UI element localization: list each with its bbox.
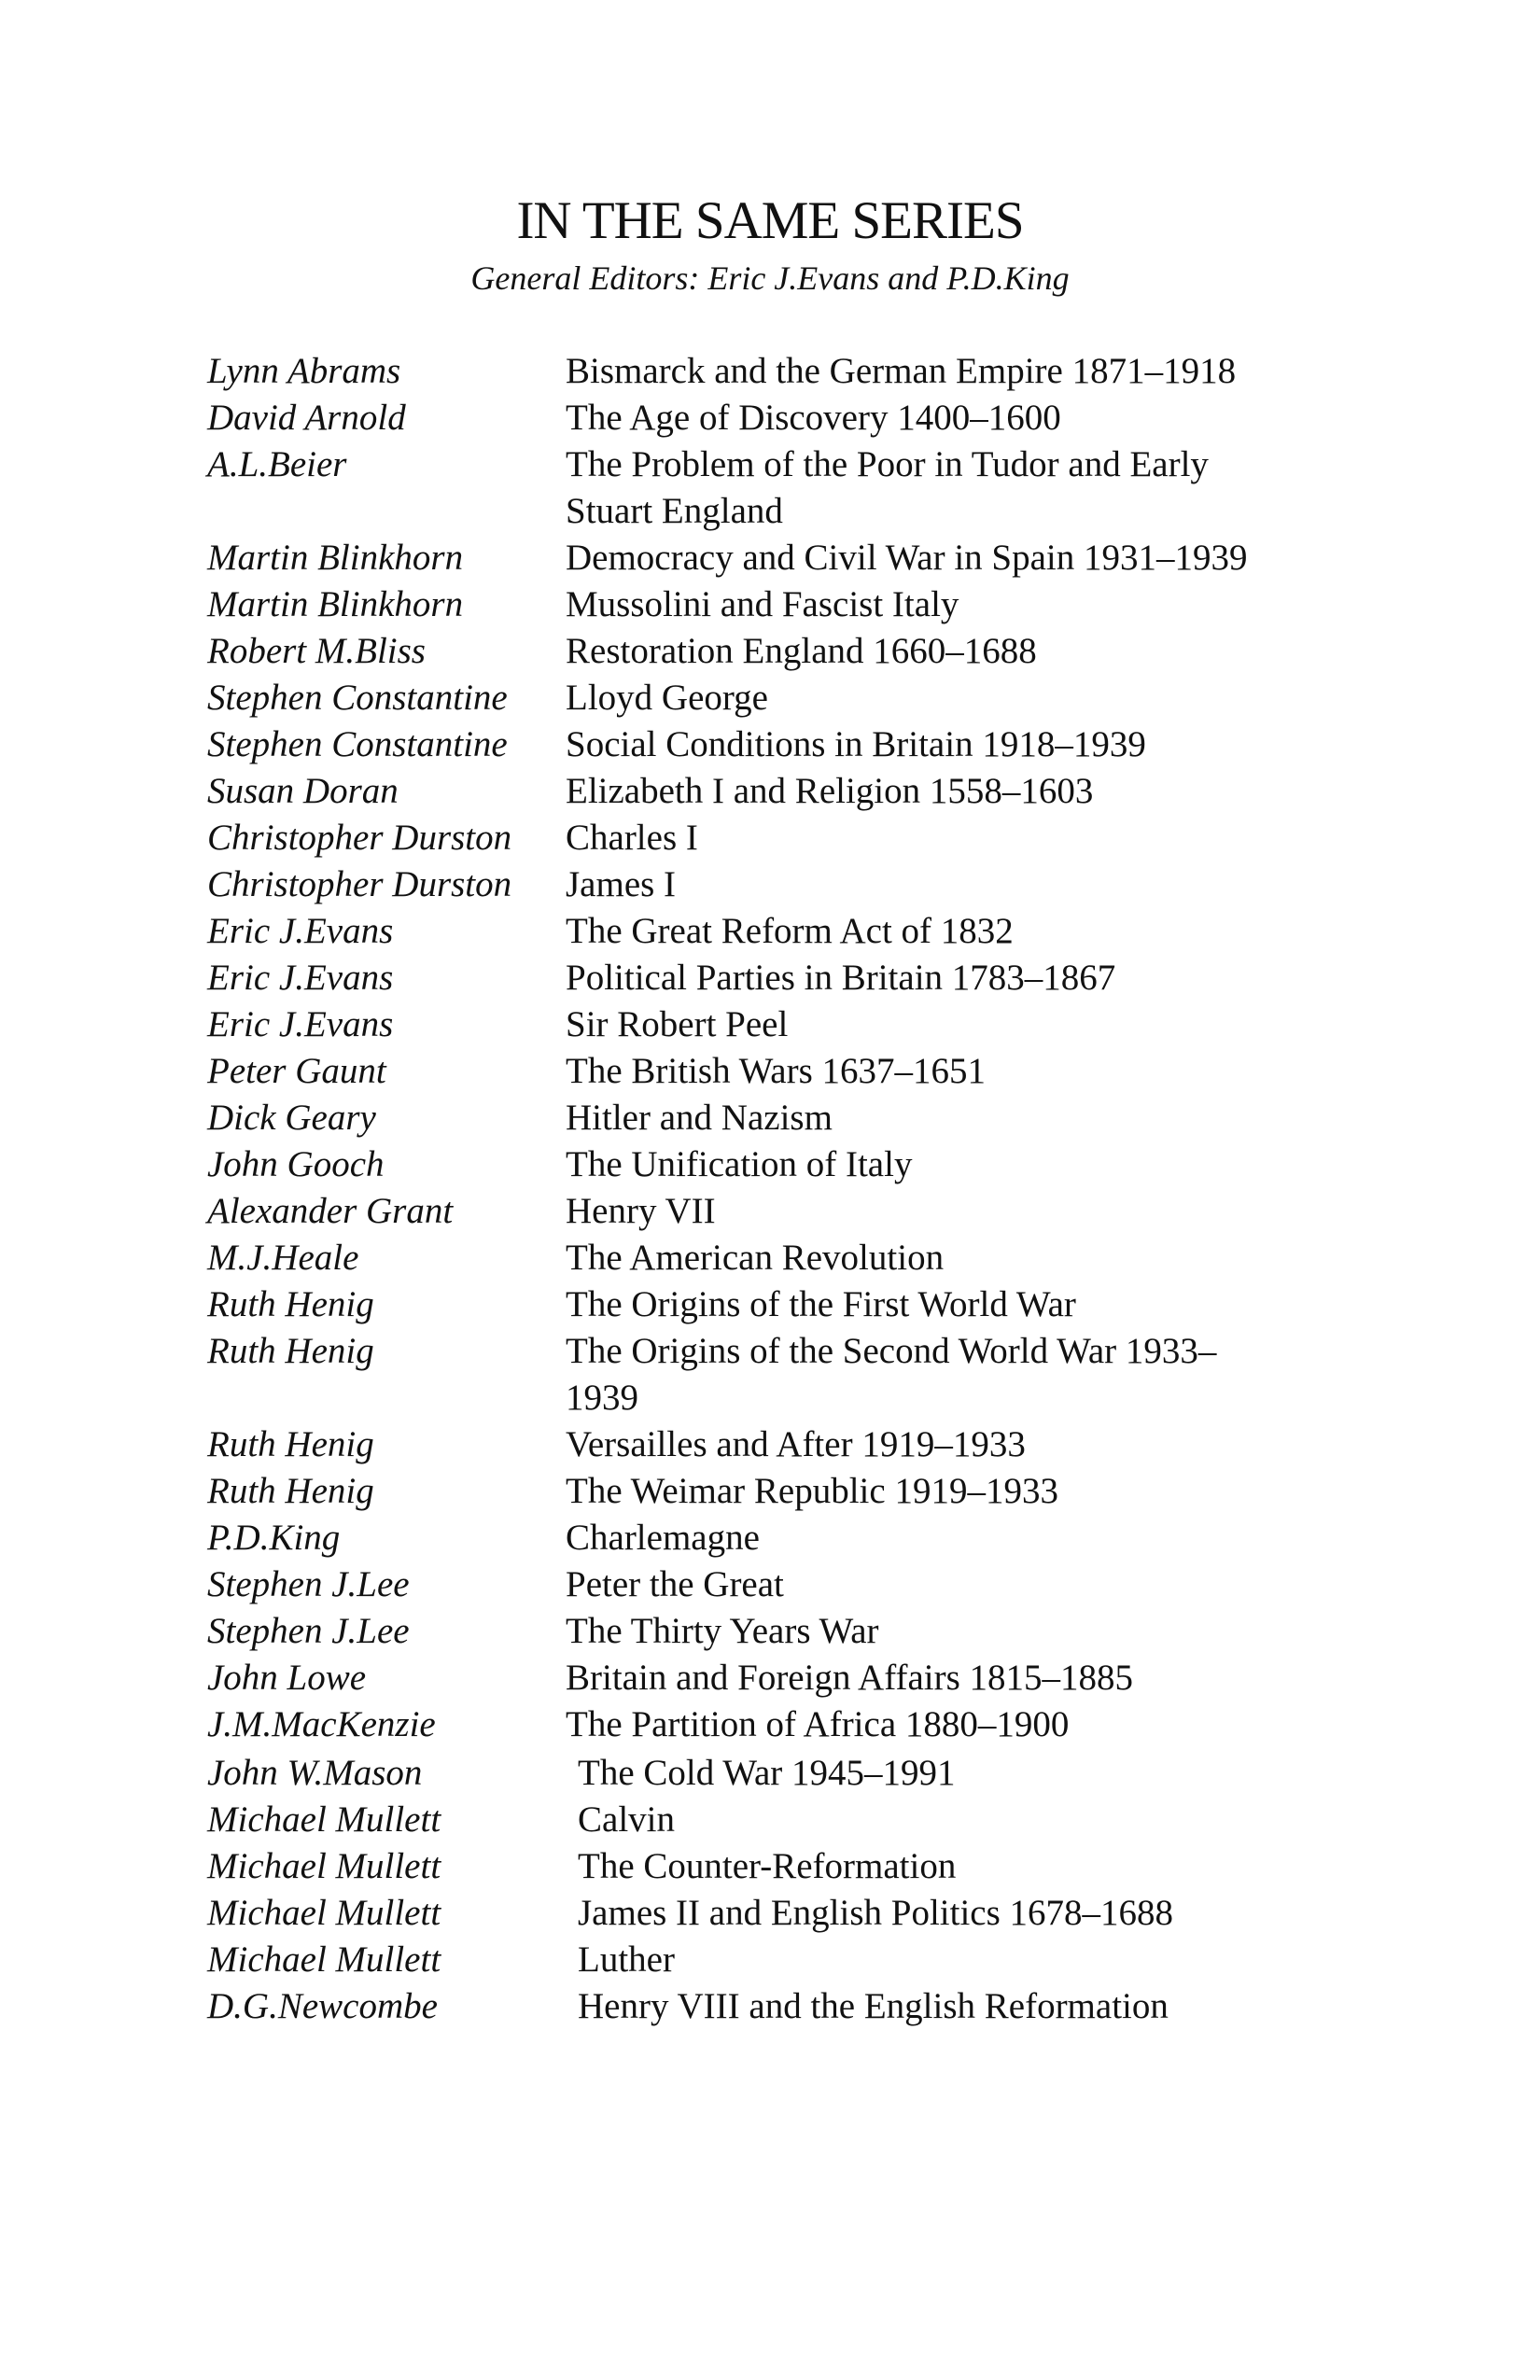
series-entry	[0, 1890, 1540, 1937]
series-entry	[0, 1095, 1540, 1141]
entry-title: Stuart England	[566, 491, 783, 531]
series-entry	[0, 721, 1540, 768]
entry-author: David Arnold	[207, 398, 406, 438]
series-entry-continuation	[0, 1375, 1540, 1421]
entry-title: Hitler and Nazism	[566, 1098, 833, 1138]
entry-title: The Weimar Republic 1919–1933	[566, 1471, 1058, 1511]
entry-title: Elizabeth I and Religion 1558–1603	[566, 771, 1094, 811]
entry-author: Martin Blinkhorn	[207, 584, 464, 624]
entry-title: The Cold War 1945–1991	[578, 1753, 956, 1793]
entry-author: Ruth Henig	[207, 1471, 374, 1511]
entry-author: Peter Gaunt	[207, 1051, 386, 1091]
series-entry	[0, 1561, 1540, 1608]
entry-title: Luther	[578, 1939, 675, 1980]
series-entry	[0, 581, 1540, 628]
entry-title: The Thirty Years War	[566, 1611, 879, 1651]
entry-author: A.L.Beier	[207, 444, 347, 484]
series-entry	[0, 1750, 1540, 1797]
entry-author: Lynn Abrams	[207, 351, 401, 391]
series-entry	[0, 1983, 1540, 2030]
series-entry	[0, 1328, 1540, 1375]
entry-author: Michael Mullett	[207, 1846, 441, 1886]
entry-title: Henry VIII and the English Reformation	[578, 1986, 1169, 2026]
entry-title: The Origins of the First World War	[566, 1284, 1076, 1324]
entry-author: Eric J.Evans	[207, 958, 394, 998]
entry-author: Robert M.Bliss	[207, 631, 426, 671]
series-entry	[0, 395, 1540, 441]
entry-title: Democracy and Civil War in Spain 1931–1939	[566, 538, 1248, 578]
entry-title: Henry VII	[566, 1191, 716, 1231]
entry-author: Dick Geary	[207, 1098, 376, 1138]
entry-title: Political Parties in Britain 1783–1867	[566, 958, 1116, 998]
general-editors-subtitle: General Editors: Eric J.Evans and P.D.King	[470, 259, 1070, 297]
entry-title: The Age of Discovery 1400–1600	[566, 398, 1061, 438]
series-entry	[0, 675, 1540, 721]
entry-author: Eric J.Evans	[207, 911, 394, 951]
series-entry	[0, 535, 1540, 581]
entry-title: James II and English Politics 1678–1688	[578, 1893, 1174, 1933]
entry-author: Michael Mullett	[207, 1939, 441, 1980]
entry-author: Eric J.Evans	[207, 1004, 394, 1044]
entry-title: Charlemagne	[566, 1518, 760, 1558]
entry-author: Ruth Henig	[207, 1424, 374, 1464]
series-entry	[0, 1235, 1540, 1281]
entry-title: Britain and Foreign Affairs 1815–1885	[566, 1658, 1134, 1698]
series-entry	[0, 1937, 1540, 1983]
entry-author: John W.Mason	[207, 1753, 423, 1793]
entry-title: The British Wars 1637–1651	[566, 1051, 987, 1091]
entry-title: Bismarck and the German Empire 1871–1918	[566, 351, 1237, 391]
series-list-block-1	[0, 348, 1540, 1748]
page-title: IN THE SAME SERIES	[516, 191, 1024, 250]
entry-author: Ruth Henig	[207, 1284, 374, 1324]
entry-author: Martin Blinkhorn	[207, 538, 464, 578]
entry-author: P.D.King	[207, 1518, 341, 1558]
series-entry	[0, 1797, 1540, 1843]
series-entry	[0, 1188, 1540, 1235]
entry-author: M.J.Heale	[207, 1238, 359, 1278]
series-entry	[0, 861, 1540, 908]
series-entry	[0, 1421, 1540, 1468]
entry-title: Mussolini and Fascist Italy	[566, 584, 959, 624]
entry-title: The Counter-Reformation	[578, 1846, 957, 1886]
series-entry	[0, 348, 1540, 395]
series-entry	[0, 1608, 1540, 1655]
series-entry	[0, 628, 1540, 675]
entry-author: D.G.Newcombe	[207, 1986, 438, 2026]
entry-title: Calvin	[578, 1799, 675, 1840]
series-list-block-2	[0, 1750, 1540, 2030]
series-entry	[0, 1001, 1540, 1048]
entry-title: James I	[566, 864, 677, 904]
entry-author: Stephen Constantine	[207, 678, 508, 718]
entry-title: The American Revolution	[566, 1238, 945, 1278]
entry-author: Susan Doran	[207, 771, 399, 811]
entry-title: The Problem of the Poor in Tudor and Early	[566, 444, 1209, 484]
series-entry-continuation	[0, 488, 1540, 535]
entry-author: Stephen Constantine	[207, 724, 508, 764]
series-entry	[0, 1701, 1540, 1748]
entry-title: Lloyd George	[566, 678, 768, 718]
entry-author: Michael Mullett	[207, 1799, 441, 1840]
entry-title: Social Conditions in Britain 1918–1939	[566, 724, 1146, 764]
entry-title: Charles I	[566, 818, 698, 858]
entry-author: Ruth Henig	[207, 1331, 374, 1371]
entry-title: 1939	[566, 1378, 638, 1418]
entry-title: The Unification of Italy	[566, 1144, 913, 1184]
series-entry	[0, 1655, 1540, 1701]
series-entry	[0, 1048, 1540, 1095]
entry-title: Peter the Great	[566, 1564, 784, 1604]
series-entry	[0, 955, 1540, 1001]
series-entry	[0, 1843, 1540, 1890]
entry-author: John Gooch	[207, 1144, 385, 1184]
entry-author: Alexander Grant	[207, 1191, 454, 1231]
series-entry	[0, 1141, 1540, 1188]
entry-author: Michael Mullett	[207, 1893, 441, 1933]
entry-title: Versailles and After 1919–1933	[566, 1424, 1026, 1464]
series-entry	[0, 1468, 1540, 1515]
entry-author: Stephen J.Lee	[207, 1611, 410, 1651]
entry-title: The Great Reform Act of 1832	[566, 911, 1014, 951]
entry-title: Sir Robert Peel	[566, 1004, 789, 1044]
entry-author: John Lowe	[207, 1658, 367, 1698]
entry-author: Christopher Durston	[207, 864, 512, 904]
entry-title: The Origins of the Second World War 1933–	[566, 1331, 1217, 1371]
entry-author: Christopher Durston	[207, 818, 512, 858]
series-entry	[0, 441, 1540, 488]
series-entry	[0, 1281, 1540, 1328]
series-entry	[0, 768, 1540, 815]
series-entry	[0, 908, 1540, 955]
series-entry	[0, 815, 1540, 861]
entry-author: Stephen J.Lee	[207, 1564, 410, 1604]
entry-title: Restoration England 1660–1688	[566, 631, 1037, 671]
series-entry	[0, 1515, 1540, 1561]
entry-title: The Partition of Africa 1880–1900	[566, 1704, 1070, 1744]
entry-author: J.M.MacKenzie	[207, 1704, 436, 1744]
